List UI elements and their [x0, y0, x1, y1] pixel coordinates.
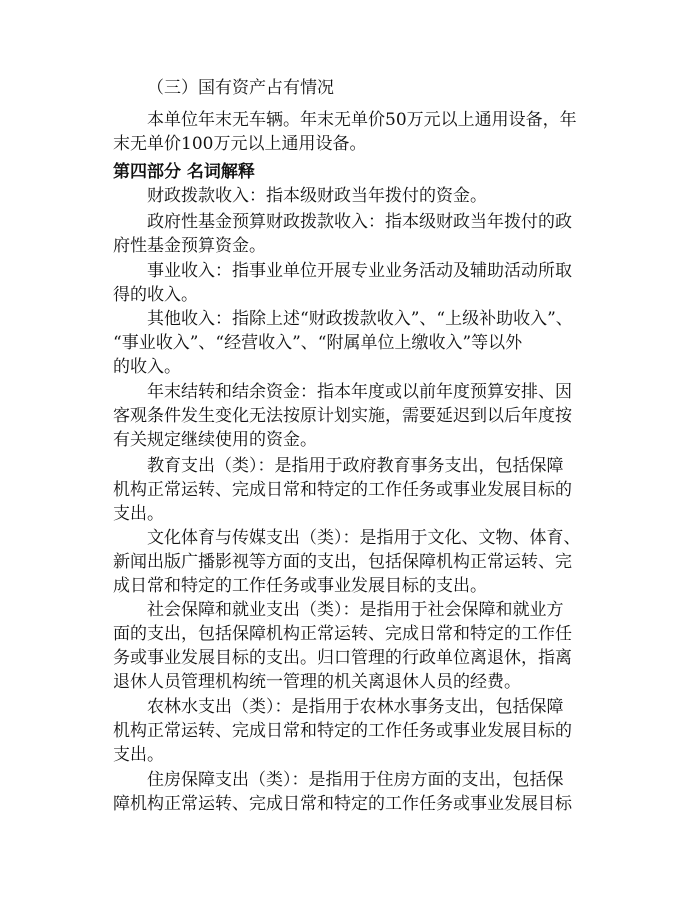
term-2-line-1: 政府性基金预算财政拨款收入：指本级财政当年拨付的政: [147, 212, 572, 232]
term-7-line-3: 成日常和特定的工作任务或事业发展目标的支出。: [113, 576, 487, 596]
assets-line-1: 本单位年末无车辆。年末无单价50万元以上通用设备，年: [147, 110, 577, 130]
term-6-line-1: 教育支出（类）：是指用于政府教育事务支出，包括保障: [147, 456, 564, 476]
part-heading: 第四部分 名词解释: [113, 162, 255, 182]
term-7-line-1: 文化体育与传媒支出（类）：是指用于文化、文物、体育、: [147, 528, 581, 548]
term-4-line-3: 的收入。: [113, 357, 181, 377]
term-3-line-1: 事业收入：指事业单位开展专业业务活动及辅助活动所取: [147, 261, 572, 281]
term-4-line-2: “事业收入”、“经营收入”、“附属单位上缴收入”等以外: [113, 333, 523, 353]
term-5-line-3: 有关规定继续使用的资金。: [113, 430, 317, 450]
term-8-line-2: 面的支出，包括保障机构正常运转、完成日常和特定的工作任: [113, 624, 572, 644]
term-5-line-1: 年末结转和结余资金：指本年度或以前年度预算安排、因: [147, 382, 572, 402]
term-1-line-1: 财政拨款收入：指本级财政当年拨付的资金。: [147, 186, 487, 206]
term-3-line-2: 得的收入。: [113, 285, 198, 305]
section-heading: （三）国有资产占有情况: [147, 78, 334, 98]
term-9-line-3: 支出。: [113, 745, 164, 765]
term-9-line-1: 农林水支出（类）：是指用于农林水事务支出，包括保障: [147, 697, 564, 717]
term-4-line-1: 其他收入：指除上述“财政拨款收入”、“上级补助收入”、: [147, 309, 573, 329]
assets-line-2: 末无单价100万元以上通用设备。: [113, 134, 367, 154]
term-2-line-2: 府性基金预算资金。: [113, 236, 266, 256]
term-5-line-2: 客观条件发生变化无法按原计划实施，需要延迟到以后年度按: [113, 406, 572, 426]
term-10-line-1: 住房保障支出（类）：是指用于住房方面的支出，包括保: [147, 770, 564, 790]
term-8-line-4: 退休人员管理机构统一管理的机关离退休人员的经费。: [113, 672, 521, 692]
term-10-line-2: 障机构正常运转、完成日常和特定的工作任务或事业发展目标: [113, 794, 572, 814]
term-8-line-1: 社会保障和就业支出（类）：是指用于社会保障和就业方: [147, 600, 564, 620]
term-7-line-2: 新闻出版广播影视等方面的支出，包括保障机构正常运转、完: [113, 552, 572, 572]
term-6-line-2: 机构正常运转、完成日常和特定的工作任务或事业发展目标的: [113, 480, 572, 500]
term-6-line-3: 支出。: [113, 504, 164, 524]
term-9-line-2: 机构正常运转、完成日常和特定的工作任务或事业发展目标的: [113, 721, 572, 741]
term-8-line-3: 务或事业发展目标的支出。归口管理的行政单位离退休，指离: [113, 648, 572, 668]
